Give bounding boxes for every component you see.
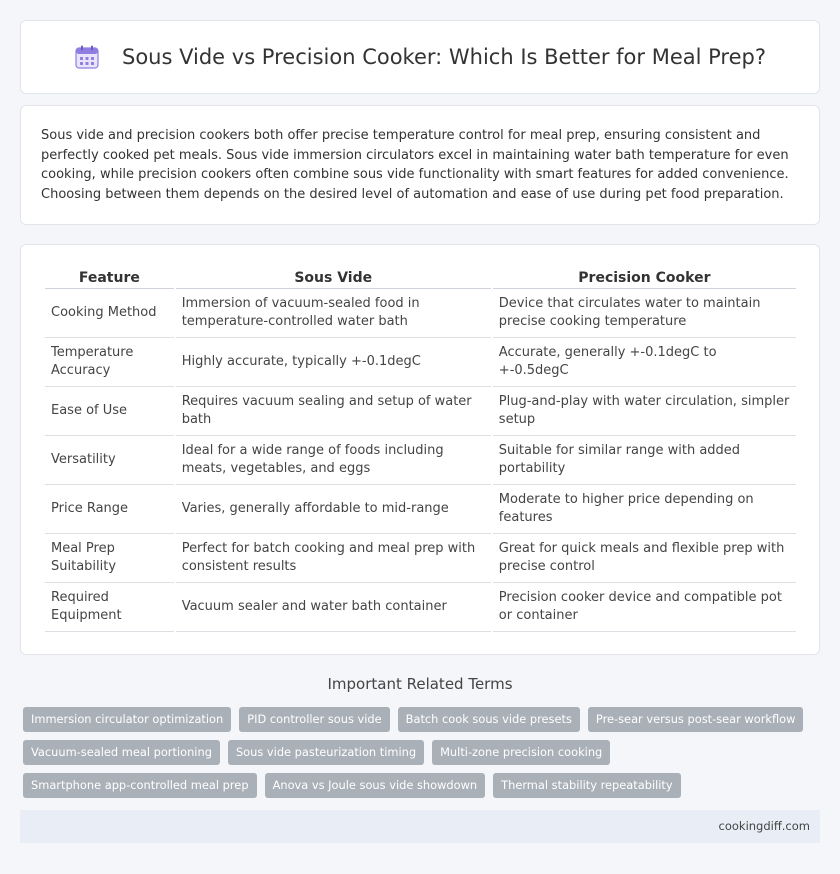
feature-cell: Versatility <box>45 436 174 485</box>
header-sous-vide: Sous Vide <box>176 265 491 289</box>
table-row <box>45 436 796 485</box>
intro-card <box>20 105 820 225</box>
footer <box>20 810 820 843</box>
sous-vide-cell: Highly accurate, typically +-0.1degC <box>176 338 491 387</box>
table-row <box>45 583 796 632</box>
related-term-tag[interactable]: Immersion circulator optimization <box>23 707 231 732</box>
related-term-tag[interactable]: Batch cook sous vide presets <box>398 707 580 732</box>
related-term-tag[interactable]: Sous vide pasteurization timing <box>228 740 424 765</box>
sous-vide-cell: Perfect for batch cooking and meal prep with consistent results <box>176 534 491 583</box>
related-terms-tags <box>23 707 823 798</box>
precision-cooker-cell: Plug-and-play with water circulation, simpler setup <box>493 387 796 436</box>
sous-vide-cell: Immersion of vacuum-sealed food in temperature-controlled water bath <box>176 289 491 338</box>
table-row <box>45 387 796 436</box>
related-term-tag[interactable]: Pre-sear versus post-sear workflow <box>588 707 804 732</box>
sous-vide-cell: Varies, generally affordable to mid-range <box>176 485 491 534</box>
sous-vide-cell: Vacuum sealer and water bath container <box>176 583 491 632</box>
feature-cell: Ease of Use <box>45 387 174 436</box>
sous-vide-cell: Requires vacuum sealing and setup of water bath <box>176 387 491 436</box>
table-row <box>45 534 796 583</box>
intro-paragraph: Sous vide and precision cookers both offer precise temperature control for meal prep, ensuring consistent and perfectly cooked pet meals. Sous vide immersion circulators excel in maintaining water bath temperature for even cooking, while precision cookers often combine sous vide functionality with smart features for added convenience. Choosing between them depends on the desired level of automation and ease of use during pet food preparation. <box>41 128 789 202</box>
footer-site-link[interactable]: cookingdiff.com <box>718 819 810 833</box>
feature-cell: Cooking Method <box>45 289 174 338</box>
sous-vide-cell: Ideal for a wide range of foods including meats, vegetables, and eggs <box>176 436 491 485</box>
calendar-grid-icon <box>74 44 100 70</box>
feature-cell: Price Range <box>45 485 174 534</box>
table-row <box>45 338 796 387</box>
table-header-row <box>45 265 796 289</box>
related-terms-title: Important Related Terms <box>327 675 513 693</box>
page-title: Sous Vide vs Precision Cooker: Which Is Better for Meal Prep? <box>122 45 766 69</box>
header-precision-cooker: Precision Cooker <box>493 265 796 289</box>
title-card <box>20 20 820 94</box>
precision-cooker-cell: Device that circulates water to maintain precise cooking temperature <box>493 289 796 338</box>
precision-cooker-cell: Moderate to higher price depending on features <box>493 485 796 534</box>
precision-cooker-cell: Suitable for similar range with added portability <box>493 436 796 485</box>
precision-cooker-cell: Great for quick meals and flexible prep with precise control <box>493 534 796 583</box>
comparison-table-card <box>20 244 820 655</box>
related-term-tag[interactable]: Vacuum-sealed meal portioning <box>23 740 220 765</box>
precision-cooker-cell: Precision cooker device and compatible pot or container <box>493 583 796 632</box>
table-row <box>45 485 796 534</box>
precision-cooker-cell: Accurate, generally +-0.1degC to +-0.5degC <box>493 338 796 387</box>
header-feature: Feature <box>45 265 174 289</box>
related-term-tag[interactable]: Multi-zone precision cooking <box>432 740 610 765</box>
feature-cell: Required Equipment <box>45 583 174 632</box>
feature-cell: Temperature Accuracy <box>45 338 174 387</box>
table-row <box>45 289 796 338</box>
related-term-tag[interactable]: PID controller sous vide <box>239 707 389 732</box>
feature-cell: Meal Prep Suitability <box>45 534 174 583</box>
related-term-tag[interactable]: Anova vs Joule sous vide showdown <box>265 773 486 798</box>
related-term-tag[interactable]: Smartphone app-controlled meal prep <box>23 773 257 798</box>
comparison-table <box>43 265 798 632</box>
related-term-tag[interactable]: Thermal stability repeatability <box>493 773 681 798</box>
